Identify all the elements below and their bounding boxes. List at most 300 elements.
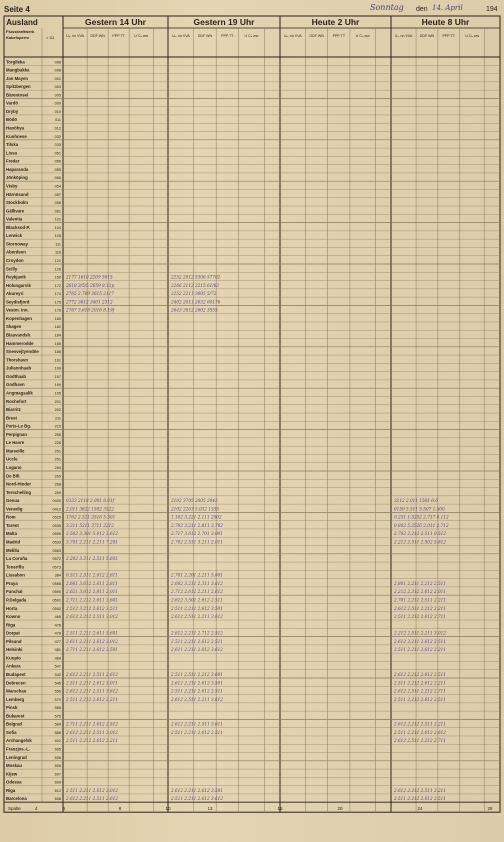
handwritten-entry: 2765 2.769 3615 2117	[66, 291, 114, 297]
handwritten-entry: 2643 2612 2602 3555	[171, 307, 218, 313]
handwritten-entry: 2.202 3.211 2.511 5.601	[66, 556, 118, 562]
station-name: Tilska	[6, 142, 19, 148]
station-code: 211	[54, 416, 61, 421]
page-label: Seite 4	[4, 5, 30, 14]
handwritten-entry: 2.511 2.212 2.612 2.511	[394, 696, 446, 702]
handwritten-entry: 2.611 2.211 2.612 3.012	[66, 638, 118, 644]
station-name: Torgileka	[6, 59, 25, 65]
station-code: 586	[54, 730, 61, 735]
station-name: Genua	[6, 498, 20, 504]
handwritten-entry: 3212 2.011 1501 0.6	[394, 498, 438, 504]
handwritten-entry: 2.511 2.211 2.612 2.511	[171, 638, 223, 644]
station-code: 199	[54, 366, 61, 371]
handwritten-entry: 2102 3705 2005 2042	[171, 498, 218, 504]
station-code: 105	[54, 234, 61, 239]
station-name: Visby	[6, 183, 18, 189]
group-header-1: Gestern 14 Uhr	[85, 17, 146, 27]
subcolumn-label: Uₐ, nn VVA	[66, 34, 85, 38]
handwritten-entry: 2.612 2.211 2.511 2.612	[66, 796, 118, 802]
station-code: 0533	[52, 540, 61, 545]
handwritten-entry: 2.511 2.511 2.212 3.601	[171, 672, 223, 677]
footer-column-number: 10	[165, 806, 171, 812]
station-name: Rom	[6, 514, 16, 520]
station-name: Scilly	[6, 266, 18, 272]
subcolumn-label: PPP TT	[332, 34, 346, 38]
station-code: 547	[54, 664, 61, 669]
station-code: 0525	[52, 515, 61, 520]
station-name: Melilla	[6, 547, 20, 553]
handwritten-entry: 2.511 2.212 2.612 2.211	[394, 680, 446, 686]
handwritten-entry: 2.612 2.511 2.212 2.711	[394, 738, 446, 744]
handwritten-entry: 2.717 3.612 2.701 3.001	[171, 531, 223, 537]
station-code: 199	[54, 383, 61, 388]
station-code: 195	[54, 391, 61, 396]
station-code: 612	[54, 788, 61, 793]
station-code: 104	[54, 225, 61, 230]
handwritten-entry: 2.612 2.511 2.211 3.612	[171, 614, 223, 620]
station-name: Madrid	[6, 539, 21, 545]
station-code: 481	[54, 648, 61, 653]
station-name: Archangelsk	[6, 738, 32, 744]
handwritten-entry: 0.251 1.5252 2.717 0.112	[394, 514, 449, 520]
station-code: 215	[54, 424, 61, 429]
station-name: Skagen	[6, 324, 22, 330]
station-code: 056	[54, 159, 61, 164]
station-code: 484	[54, 656, 61, 661]
station-code: 384	[54, 573, 61, 578]
station-name: Härnösand	[6, 191, 29, 197]
station-code: 477	[54, 639, 61, 644]
handwritten-entry: 3.311 5211 3711 2212	[66, 522, 114, 528]
handwritten-entry: 2767 3.618 2016 8.19f	[66, 307, 115, 313]
station-name: Lemberg	[6, 696, 25, 702]
footer-column-number: 4	[34, 806, 38, 812]
station-name: Pinsk	[6, 705, 18, 711]
station-name: La Coruña	[6, 556, 28, 562]
date-weekday-handwritten: Sonntag	[370, 3, 404, 12]
station-name: Fredar	[6, 158, 20, 164]
station-name: Snesvejtyendöe	[6, 349, 39, 355]
station-name: Moskau	[6, 763, 22, 769]
handwritten-entry: 2.511 2.211 2.612 3.501	[171, 605, 223, 611]
station-code: 605	[54, 747, 61, 752]
group-header-3: Heute 2 Uhr	[311, 17, 360, 27]
handwritten-entry: 2.611 2.211 2.612 3.612	[171, 647, 223, 653]
station-code: 545	[54, 681, 61, 686]
station-code: 184	[54, 333, 61, 338]
station-code: 0573	[52, 565, 61, 570]
station-code: 608	[54, 764, 61, 769]
handwritten-entry: 2.212 2.312 2.612 2.011	[394, 589, 446, 595]
station-name: Perpignan	[6, 431, 28, 437]
station-code: 608	[54, 797, 61, 802]
handwritten-entry: 2.511 2.211 2.612 3.612	[171, 796, 223, 802]
footer-column-number: 13	[207, 806, 213, 812]
station-name: Paris-Le Bg.	[6, 423, 32, 429]
station-name: Bärentosel	[6, 92, 29, 98]
station-code: 197	[54, 374, 61, 379]
handwritten-entry: 2.702 2.212 2.511 0.512	[394, 531, 446, 537]
station-name: Lissa	[6, 150, 17, 156]
station-name: Belgrad	[6, 721, 22, 727]
station-code: 061	[54, 209, 61, 214]
station-name: Stockholm	[6, 200, 28, 206]
station-name: Sofia	[6, 729, 17, 735]
group-header-2: Gestern 19 Uhr	[193, 17, 255, 27]
station-code: 0412	[52, 507, 61, 512]
footer-column-number: 16	[277, 806, 283, 812]
station-name: Brest	[6, 415, 17, 421]
station-code: 556	[54, 689, 61, 694]
footer-column-number: 8	[118, 806, 122, 812]
station-name: Riga	[6, 787, 16, 793]
station-code: 251	[54, 449, 61, 454]
station-name: Rochefort	[6, 398, 27, 404]
station-name: Blacksod-P.	[6, 224, 31, 230]
station-name: Teneriffa	[6, 564, 24, 570]
handwritten-entry: 2.612 2.211 2.612 3.501	[171, 680, 223, 686]
station-name: Thorshavn	[6, 357, 28, 363]
station-name: Franzjos.-L.	[6, 746, 31, 752]
station-code: 609	[54, 780, 61, 785]
station-code: 269	[54, 490, 61, 495]
station-name: Spitzbergen	[6, 84, 31, 90]
handwritten-entry: 2.511 2.212 2.612 2.511	[394, 796, 446, 802]
handwritten-entry: 2.511 2.211 2.612 2.612	[394, 729, 446, 735]
station-name: Helsinki	[6, 647, 23, 653]
station-name: Dryby	[6, 108, 19, 114]
station-name: Valentia	[6, 216, 23, 222]
handwritten-entry: 2102 2203 5.032 1555	[171, 506, 219, 512]
station-code: 226	[54, 441, 61, 446]
section-sub3: × 111	[46, 36, 55, 40]
handwritten-entry: 2772 3612 3401 2312	[66, 299, 113, 305]
station-name: Pilsund	[6, 638, 22, 644]
station-code: 057	[54, 192, 61, 197]
handwritten-entry: 2.612 2.211 2.511 3.611	[171, 721, 223, 727]
handwritten-entry: 2.011 3622 1502 3522	[66, 506, 114, 512]
station-name: Jan Mayen	[6, 75, 28, 81]
station-name: Warschau	[6, 688, 27, 694]
subcolumn-label: DDF WN	[90, 34, 105, 38]
station-name: Nord-Hinder	[6, 481, 32, 487]
handwritten-entry: 2.511 2.211 2.612 2.211	[394, 647, 446, 653]
station-code: 101	[54, 217, 61, 222]
station-code: 058	[54, 201, 61, 206]
station-name: Hammerodde	[6, 340, 34, 346]
station-code: 010	[54, 109, 61, 114]
station-code: 476	[54, 623, 61, 628]
station-name: De Bilt	[6, 473, 20, 479]
station-name: Malta	[6, 531, 17, 537]
station-name: Riga	[6, 622, 16, 628]
handwritten-entry: 2.602 3.211 2.311 3.612	[171, 580, 223, 586]
station-code: 008	[54, 60, 61, 65]
handwritten-entry: 2.702 3.211 2.811 3.702	[171, 522, 223, 528]
handwritten-entry: 2.612 2.211 2.511 3.612	[66, 688, 118, 694]
handwritten-entry: 2.511 2.211 2.612 2.511	[171, 688, 223, 694]
station-code: 0400	[52, 499, 61, 504]
handwritten-entry: 2.661 3.612 2.611 2.811	[66, 580, 118, 586]
station-code: 003	[54, 85, 61, 90]
date-year: 194	[486, 6, 498, 13]
station-name: Terschelling	[6, 489, 31, 495]
handwritten-entry: 2.511 2.211 2.612 3.011	[66, 680, 118, 686]
station-code: 009	[54, 101, 61, 106]
station-code: 180	[54, 316, 61, 321]
station-name: Gällivare	[6, 208, 25, 214]
station-name: Juliannhaab	[6, 365, 32, 371]
subcolumn-label: Uₐ, nn VVA	[171, 34, 190, 38]
station-code: 542	[54, 673, 61, 677]
handwritten-entry: 1.102 3.221 2.111 2502	[171, 514, 222, 520]
station-code: 0572	[52, 557, 61, 562]
station-code: 0591	[52, 598, 61, 603]
station-code: 178	[54, 308, 61, 313]
station-name: Lerwick	[6, 233, 23, 239]
station-name: Kowno	[6, 614, 21, 620]
subcolumn-label: Uₐ, nn VVA	[283, 34, 302, 38]
handwritten-entry: 2.612 2.511 2.212 2.711	[394, 688, 446, 694]
handwritten-entry: 2.612 2.511 2.212 2.211	[394, 605, 446, 611]
subcolumn-label: PPP TT	[112, 34, 125, 38]
station-code: 121	[54, 259, 61, 263]
handwritten-entry: 2.711 2.211 2.612 3.501	[66, 647, 118, 653]
section-sub1: Flusskraftwerk	[6, 29, 35, 34]
station-code: 172	[54, 283, 61, 288]
station-code: 186	[54, 350, 61, 355]
handwritten-entry: 0333 2118 2.001 8.01f	[66, 498, 115, 504]
station-code: 033	[54, 143, 61, 148]
station-code: 116	[54, 250, 61, 255]
station-code: 066	[54, 176, 61, 181]
handwritten-entry: 2.511 2.212 2.612 2.211	[66, 738, 118, 744]
handwritten-entry: 2.511 2.212 2.612 2.211	[66, 696, 118, 702]
handwritten-entry: 2.621 3.012 2.811 2.011	[66, 589, 118, 595]
date-den: den	[416, 6, 428, 13]
station-code: 251	[54, 457, 61, 462]
station-name: Le Havre	[6, 440, 25, 446]
station-code: 174	[54, 292, 61, 297]
station-name: Biarritz	[6, 407, 21, 413]
station-code: 0595	[52, 532, 61, 537]
section-title: Ausland	[6, 18, 38, 27]
station-code: 0563	[52, 548, 61, 553]
subcolumn-label: U Cₕ ww	[134, 34, 149, 38]
station-name: Marseille	[6, 448, 25, 454]
handwritten-entry: 2.612 2.211 2.511 2.612	[66, 672, 118, 677]
station-code: 0588	[52, 581, 61, 586]
subcolumn-label: PPP TT	[442, 34, 455, 38]
station-name: Lissabon	[6, 572, 25, 578]
handwritten-entry: 2.511 2.211 2.612 2.511	[171, 729, 223, 735]
station-code: 607	[54, 772, 61, 777]
subcolumn-label: DDF WN	[197, 34, 213, 38]
station-code: 0590	[52, 590, 61, 595]
station-code: 126	[54, 267, 61, 272]
footer-column-number: 6	[62, 806, 66, 812]
station-code: 202	[54, 408, 61, 413]
station-name: Holungarvik	[6, 282, 31, 288]
section-sub2: Kabelsperre	[6, 35, 30, 40]
station-code: 008	[54, 68, 61, 73]
station-code: 012	[54, 126, 61, 131]
handwritten-entry: 3.701 2.211 2.211 7.201	[66, 539, 118, 545]
footer-column-number: 24	[417, 806, 423, 812]
subcolumn-label: DDF WN	[419, 34, 435, 38]
station-name: Croydon	[6, 258, 24, 263]
station-name: Seydisfjord	[6, 299, 30, 305]
handwritten-entry: 2.612 2.511 2.211 3.612	[171, 696, 223, 702]
footer-column-number: 20	[337, 806, 343, 812]
station-name: Godthaab	[6, 373, 27, 379]
station-name: Ankara	[6, 663, 21, 669]
footer-column-number: 28	[487, 806, 493, 812]
group-header-4: Heute 8 Uhr	[421, 17, 470, 27]
station-code: 465	[54, 615, 61, 620]
station-code: 150	[54, 275, 61, 280]
date-handwritten: 14. April	[432, 4, 463, 12]
handwritten-entry: 2.511 2.211 2.612 3.012	[66, 787, 118, 793]
station-code: 255	[54, 432, 61, 437]
station-name: Reykjavik	[6, 274, 26, 280]
station-name: Horta	[6, 605, 18, 611]
handwritten-entry: 1762 2.521 2516 5.301	[66, 514, 116, 520]
station-code: 032	[54, 134, 61, 139]
station-name: Aberdeen	[6, 249, 26, 255]
station-name: Uccle	[6, 456, 18, 462]
subcolumn-label: PPP TT	[221, 34, 234, 38]
station-code: 602	[54, 739, 61, 744]
station-name: Bukarest	[6, 713, 25, 719]
station-name: Godhavn	[6, 382, 25, 388]
station-name: Mangbakka	[6, 67, 30, 73]
station-code: 054	[54, 184, 61, 189]
station-code: 606	[54, 755, 61, 760]
handwritten-entry: 2.702 2.511 3.211 2.011	[171, 539, 223, 545]
station-name: Kijew	[6, 771, 18, 777]
station-code: 265	[54, 474, 61, 479]
station-name: Barcelona	[6, 796, 27, 802]
station-code: 568	[54, 706, 61, 711]
handwritten-entry: 0150 5.511 5.507 1.500	[394, 506, 445, 512]
handwritten-entry: 2177 1610 2209 5015	[66, 274, 113, 280]
handwritten-entry: 2.502 3.301 5.012 3.612	[66, 531, 118, 537]
station-name: Kuopio	[6, 655, 21, 661]
handwritten-entry: 0.802 5.2526 2.011 2.712	[394, 522, 449, 528]
handwritten-entry: 2.711 2.211 2.612 2.512	[66, 721, 118, 727]
station-name: Debrecen	[6, 680, 26, 686]
station-name: Venedig	[6, 506, 23, 512]
handwritten-entry: 2.212 2.511 2.211 3.012	[394, 630, 446, 636]
station-code: 478	[54, 631, 61, 636]
station-name: Stornoway	[6, 241, 28, 247]
station-name: P.Delgada	[6, 597, 27, 603]
station-name: Tarent	[6, 522, 19, 528]
handwritten-entry: 2.612 2.211 2.712 2.512	[171, 630, 223, 636]
station-name: Hanöbya	[6, 125, 25, 131]
handwritten-entry: 2.612 3.501 2.612 2.511	[171, 597, 223, 603]
station-code: 575	[54, 714, 61, 719]
subcolumn-label: U Cₕ ww	[465, 34, 480, 38]
handwritten-entry: 2.701 2.201 2.211 5.601	[171, 572, 223, 578]
station-code: 191	[54, 358, 61, 363]
station-code: 005	[54, 93, 61, 98]
station-code: 185	[54, 341, 61, 346]
footer-label: Spalte	[8, 806, 21, 812]
handwritten-entry: 2.712 2.612 2.211 2.612	[171, 589, 223, 595]
handwritten-entry: 2618 3/5/5 2659 8.13p	[66, 282, 115, 288]
station-name: Kuohnese	[6, 133, 27, 139]
station-name: Praya	[6, 580, 18, 586]
station-name: Blaavandsh.	[6, 332, 32, 338]
station-name: Odessa	[6, 779, 22, 785]
station-code: 570	[54, 697, 61, 702]
handwritten-entry: 2.512 3.212 2.612 3.511	[66, 605, 118, 611]
station-code: 011	[54, 118, 61, 123]
handwritten-entry: 2.711 2.212 2.611 3.601	[66, 597, 118, 603]
station-name: Akureyri	[6, 291, 24, 297]
handwritten-entry: 2.612 2.211 2.612 2.511	[394, 638, 446, 644]
station-code: 584	[54, 722, 61, 727]
subcolumn-label: U Cₕ ww	[244, 34, 259, 38]
handwritten-entry: 2.701 2.211 2.511 2.211	[394, 597, 446, 603]
station-name: Jönköping	[6, 175, 28, 181]
station-code: 0535	[52, 523, 61, 528]
station-name: Angmagsalik	[6, 390, 33, 396]
handwritten-entry: 2.511 2.211 2.611 5.601	[66, 630, 118, 636]
station-code: 182	[54, 325, 61, 330]
station-code: 055	[54, 167, 61, 172]
station-name: Dorpat	[6, 630, 20, 636]
station-name: Vestm. Inn.	[6, 307, 29, 313]
subcolumn-label: DDF WN	[309, 34, 324, 38]
station-name: Budapest	[6, 672, 26, 677]
station-name: Lugano	[6, 465, 22, 470]
station-code: 175	[54, 300, 61, 305]
station-code: 284	[54, 466, 61, 470]
station-code: 051	[54, 151, 61, 156]
handwritten-entry: 2.612 2.212 2.612 2.511	[394, 672, 446, 677]
handwritten-entry: 2.612 2.212 2.511 2.211	[394, 721, 446, 727]
station-code: 001	[54, 76, 61, 81]
subcolumn-label: Uₐ, nn VVA	[394, 34, 413, 38]
handwritten-entry: 2.612 2.211 2.511 3.012	[66, 729, 118, 735]
subcolumn-label: U Cₕ ww	[355, 34, 370, 38]
handwritten-entry: 2.612 2.212 2.511 3.012	[66, 614, 118, 620]
handwritten-entry: 0.511 2.511 2.612 2.611	[66, 572, 118, 578]
station-code: 201	[54, 399, 61, 404]
handwritten-entry: 2402 2011 2632 60176	[171, 299, 221, 305]
handwritten-entry: 2252 2012 5306 57702	[171, 274, 221, 280]
handwritten-entry: 2.212 2.511 2.502 5.612	[394, 539, 446, 545]
handwritten-entry: 2.511 2.212 2.612 2.711	[394, 614, 446, 620]
handwritten-entry: 2.801 2.211 2.212 2.511	[394, 580, 446, 586]
station-code: 268	[54, 482, 61, 487]
station-name: Kopenhagen	[6, 315, 33, 321]
handwritten-entry: 2252 2211 3605 5/72	[171, 291, 217, 297]
station-name: Haparanda	[6, 166, 29, 172]
station-code: 0592	[52, 606, 61, 611]
handwritten-entry: 2.612 2.211 2.612 3.501	[171, 787, 223, 793]
station-name: Bödö	[6, 117, 17, 123]
station-name: Vardö	[6, 100, 18, 106]
station-name: Funchal	[6, 589, 23, 595]
handwritten-entry: 2.612 2.212 2.511 2.211	[394, 787, 446, 793]
handwritten-entry: 2266 2112 2215 61/62	[171, 282, 220, 288]
station-code: 111	[55, 242, 61, 247]
station-name: Leningrad	[6, 754, 27, 760]
